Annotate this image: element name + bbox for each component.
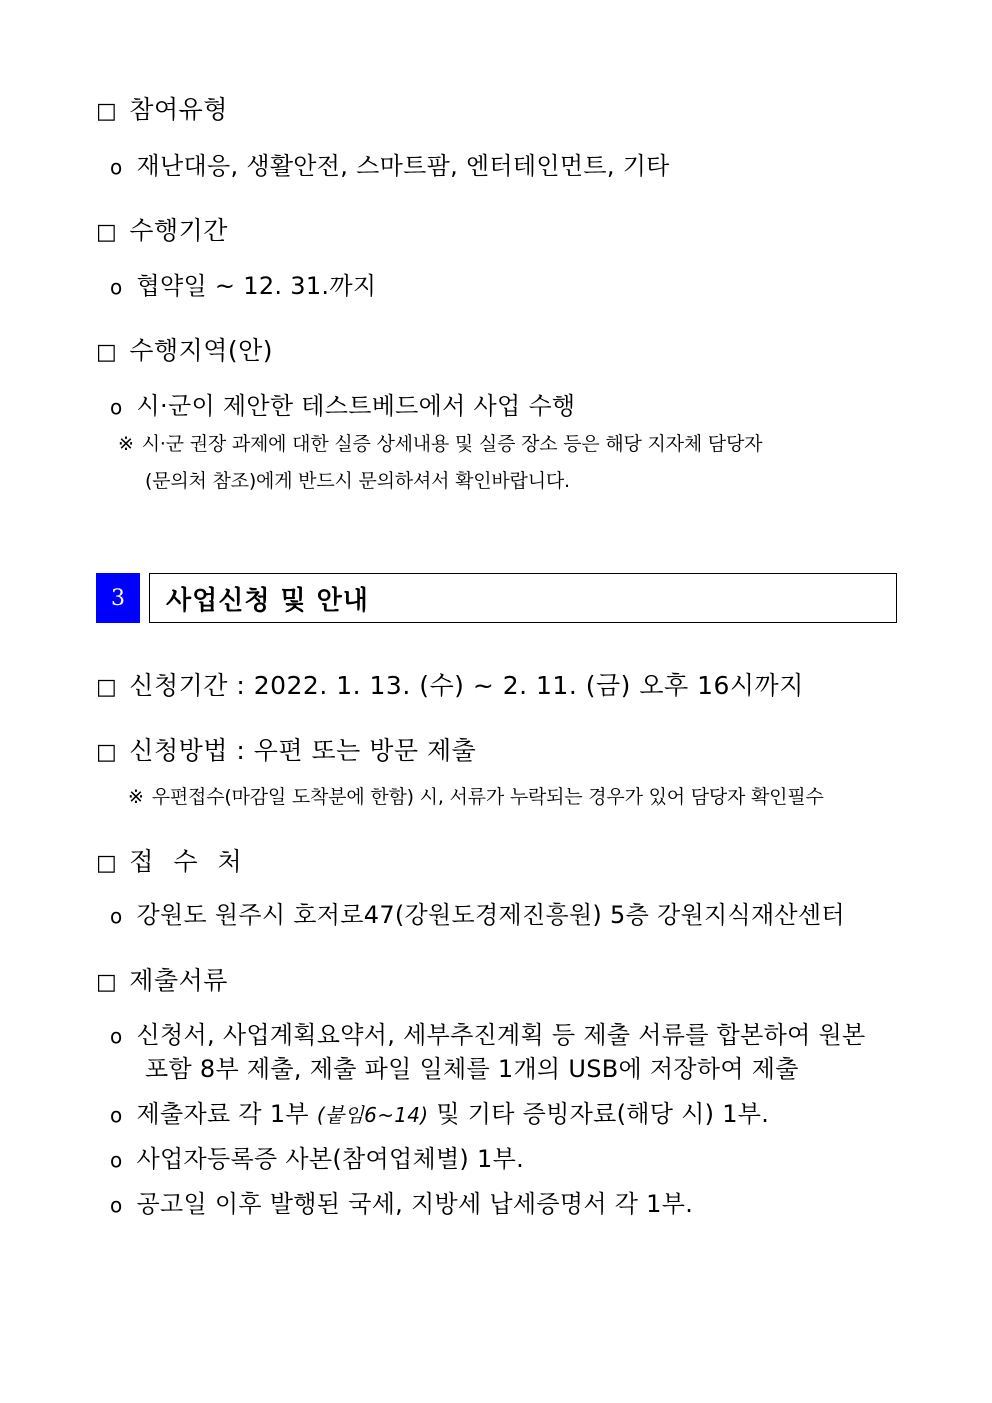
circle-bullet-icon: ο xyxy=(110,1148,123,1172)
attachment-reference: (붙임6~14) xyxy=(316,1103,429,1127)
square-bullet-icon: □ xyxy=(96,220,118,245)
section-title: 사업신청 및 안내 xyxy=(166,585,369,616)
documents-item-2: ο 제출자료 각 1부 (붙임6~14) 및 기타 증빙자료(해당 시) 1부. xyxy=(110,1100,770,1128)
documents-item-1-line2: 포함 8부 제출, 제출 파일 일체를 1개의 USB에 저장하여 제출 xyxy=(145,1055,799,1083)
period-heading: □ 수행기간 xyxy=(96,216,228,245)
circle-bullet-icon: ο xyxy=(110,395,123,419)
documents-item-1-line1: ο 신청서, 사업계획요약서, 세부추진계획 등 제출 서류를 합본하여 원본 xyxy=(110,1021,866,1049)
apply-method-note: ※ 우편접수(마감일 도착분에 한함) 시, 서류가 누락되는 경우가 있어 담당자 확인필수 xyxy=(128,786,824,808)
participation-item: ο 재난대응, 생활안전, 스마트팜, 엔터테인먼트, 기타 xyxy=(110,152,670,180)
circle-bullet-icon: ο xyxy=(110,1024,123,1048)
region-heading: □ 수행지역(안) xyxy=(96,336,274,365)
circle-bullet-icon: ο xyxy=(110,904,123,928)
apply-period-heading: □ 신청기간 : 2022. 1. 13. (수) ~ 2. 11. (금) 오후 16시까지 xyxy=(96,671,804,700)
reference-mark-icon: ※ xyxy=(118,433,134,455)
documents-item-3: ο 사업자등록증 사본(참여업체별) 1부. xyxy=(110,1145,525,1173)
circle-bullet-icon: ο xyxy=(110,1103,123,1127)
documents-heading: □ 제출서류 xyxy=(96,966,228,995)
region-note-line1: ※ 시·군 권장 과제에 대한 실증 상세내용 및 실증 장소 등은 해당 지자체 담당자 xyxy=(118,433,763,455)
reception-heading: □ 접 수 처 xyxy=(96,847,248,876)
circle-bullet-icon: ο xyxy=(110,275,123,299)
region-note-line2: (문의처 참조)에게 반드시 문의하셔서 확인바랍니다. xyxy=(145,470,570,492)
square-bullet-icon: □ xyxy=(96,99,118,124)
circle-bullet-icon: ο xyxy=(110,1193,123,1217)
apply-method-heading: □ 신청방법 : 우편 또는 방문 제출 xyxy=(96,736,477,765)
region-item: ο 시·군이 제안한 테스트베드에서 사업 수행 xyxy=(110,392,576,420)
square-bullet-icon: □ xyxy=(96,740,118,765)
square-bullet-icon: □ xyxy=(96,970,118,995)
period-item: ο 협약일 ~ 12. 31.까지 xyxy=(110,272,377,300)
reception-item: ο 강원도 원주시 호저로47(강원도경제진흥원) 5층 강원지식재산센터 xyxy=(110,901,845,929)
participation-heading: □ 참여유형 xyxy=(96,95,228,124)
square-bullet-icon: □ xyxy=(96,675,118,700)
section-title-box xyxy=(149,573,897,623)
square-bullet-icon: □ xyxy=(96,340,118,365)
reference-mark-icon: ※ xyxy=(128,786,144,808)
square-bullet-icon: □ xyxy=(96,851,118,876)
documents-item-4: ο 공고일 이후 발행된 국세, 지방세 납세증명서 각 1부. xyxy=(110,1190,694,1218)
circle-bullet-icon: ο xyxy=(110,155,123,179)
section-number-badge: 3 xyxy=(96,573,140,623)
